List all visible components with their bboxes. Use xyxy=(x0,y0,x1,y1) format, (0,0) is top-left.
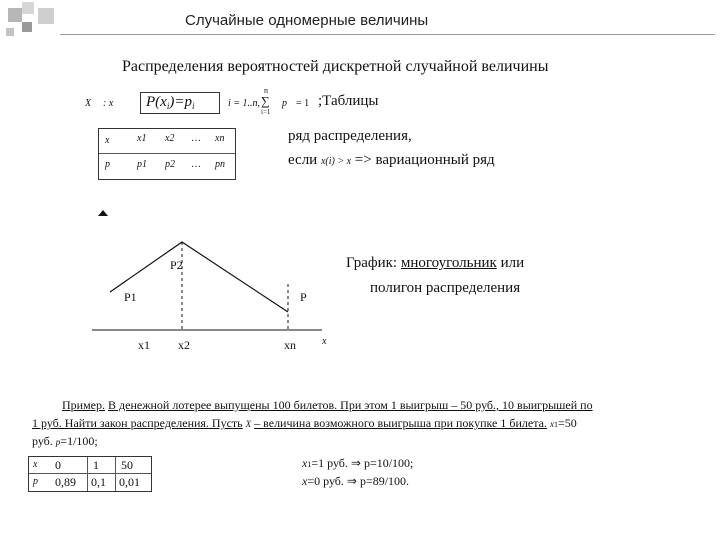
polygon-line xyxy=(110,242,288,312)
dist-row2-p1: p1 xyxy=(137,159,147,170)
sum-eq: = 1 xyxy=(296,98,310,109)
example-table xyxy=(28,456,152,492)
graph-caption-2: полигон распределения xyxy=(370,280,521,296)
formula-boxed: $P(x_i)=p_i$ xyxy=(146,94,195,111)
dist-row1-dots: … xyxy=(191,133,201,144)
note-line1: ряд распределения, xyxy=(288,128,412,144)
tables-label: ;Таблицы xyxy=(318,93,379,109)
dist-table xyxy=(98,128,236,180)
ex-row2-01: 0,1 xyxy=(91,475,106,489)
dist-row2-dots: … xyxy=(191,159,201,170)
formula-arrow: : x xyxy=(103,98,114,109)
formula-range: i = 1..n, xyxy=(228,98,261,109)
ex-row2-001: 0,01 xyxy=(119,475,140,489)
page-title: Случайные одномерные величины xyxy=(185,12,429,29)
decor-square-4 xyxy=(38,8,54,24)
graph-caption-1: График: многоугольник или xyxy=(346,255,525,271)
calc-line2: x=0 руб. ⇒ p=89/100. xyxy=(302,474,410,488)
label-Pn: P xyxy=(300,290,307,304)
dist-row1-x: x xyxy=(105,135,110,146)
dist-row2-p: p xyxy=(105,159,110,170)
decor-square-2 xyxy=(22,2,34,14)
header-rule xyxy=(60,34,715,35)
ex-row1-50: 50 xyxy=(121,458,133,472)
formula-lead: X xyxy=(85,98,92,109)
ex-row1-x: x xyxy=(33,459,38,470)
example-line1: Пример. В денежной лотерее выпущены 100 билетов. При этом 1 выигрыш – 50 руб., 10 выигрышей по xyxy=(62,398,593,412)
label-x: x xyxy=(322,336,327,347)
sum-top: n xyxy=(264,86,268,95)
decor-square-1 xyxy=(8,8,22,22)
ex-row2-p: p xyxy=(33,476,38,487)
section-heading: Распределения вероятностей дискретной случайной величины xyxy=(122,58,549,75)
ex-row1-1: 1 xyxy=(93,458,99,472)
example-line3: руб. p=1/100; xyxy=(32,434,98,448)
decor-square-5 xyxy=(6,28,14,36)
ex-row2-089: 0,89 xyxy=(55,475,76,489)
label-P2: P2 xyxy=(170,258,183,272)
label-P1: P1 xyxy=(124,290,137,304)
label-x2: x2 xyxy=(178,338,190,352)
example-line2: 1 руб. Найти закон распределения. Пусть X – величина возможного выигрыша при покупке 1 билета. x1=50 xyxy=(32,416,577,430)
sum-bottom: i=1 xyxy=(261,108,271,116)
sum-tail: p xyxy=(282,98,287,109)
sum-symbol: ∑ xyxy=(261,94,270,108)
decor-square-3 xyxy=(22,22,32,32)
calc-line1: x1=1 руб. ⇒ p=10/100; xyxy=(302,456,414,470)
dist-row1-x2: x2 xyxy=(165,133,175,144)
dist-row2-p2: p2 xyxy=(165,159,175,170)
dist-row1-x1: x1 xyxy=(137,133,147,144)
label-xn: xn xyxy=(284,338,296,352)
note-line2: если x(i) > x => вариационный ряд xyxy=(288,152,495,168)
dist-row2-pn: pn xyxy=(215,159,225,170)
y-axis-arrow xyxy=(98,210,108,216)
ex-row1-0: 0 xyxy=(55,458,61,472)
label-x1: x1 xyxy=(138,338,150,352)
dist-row1-xn: xn xyxy=(215,133,225,144)
